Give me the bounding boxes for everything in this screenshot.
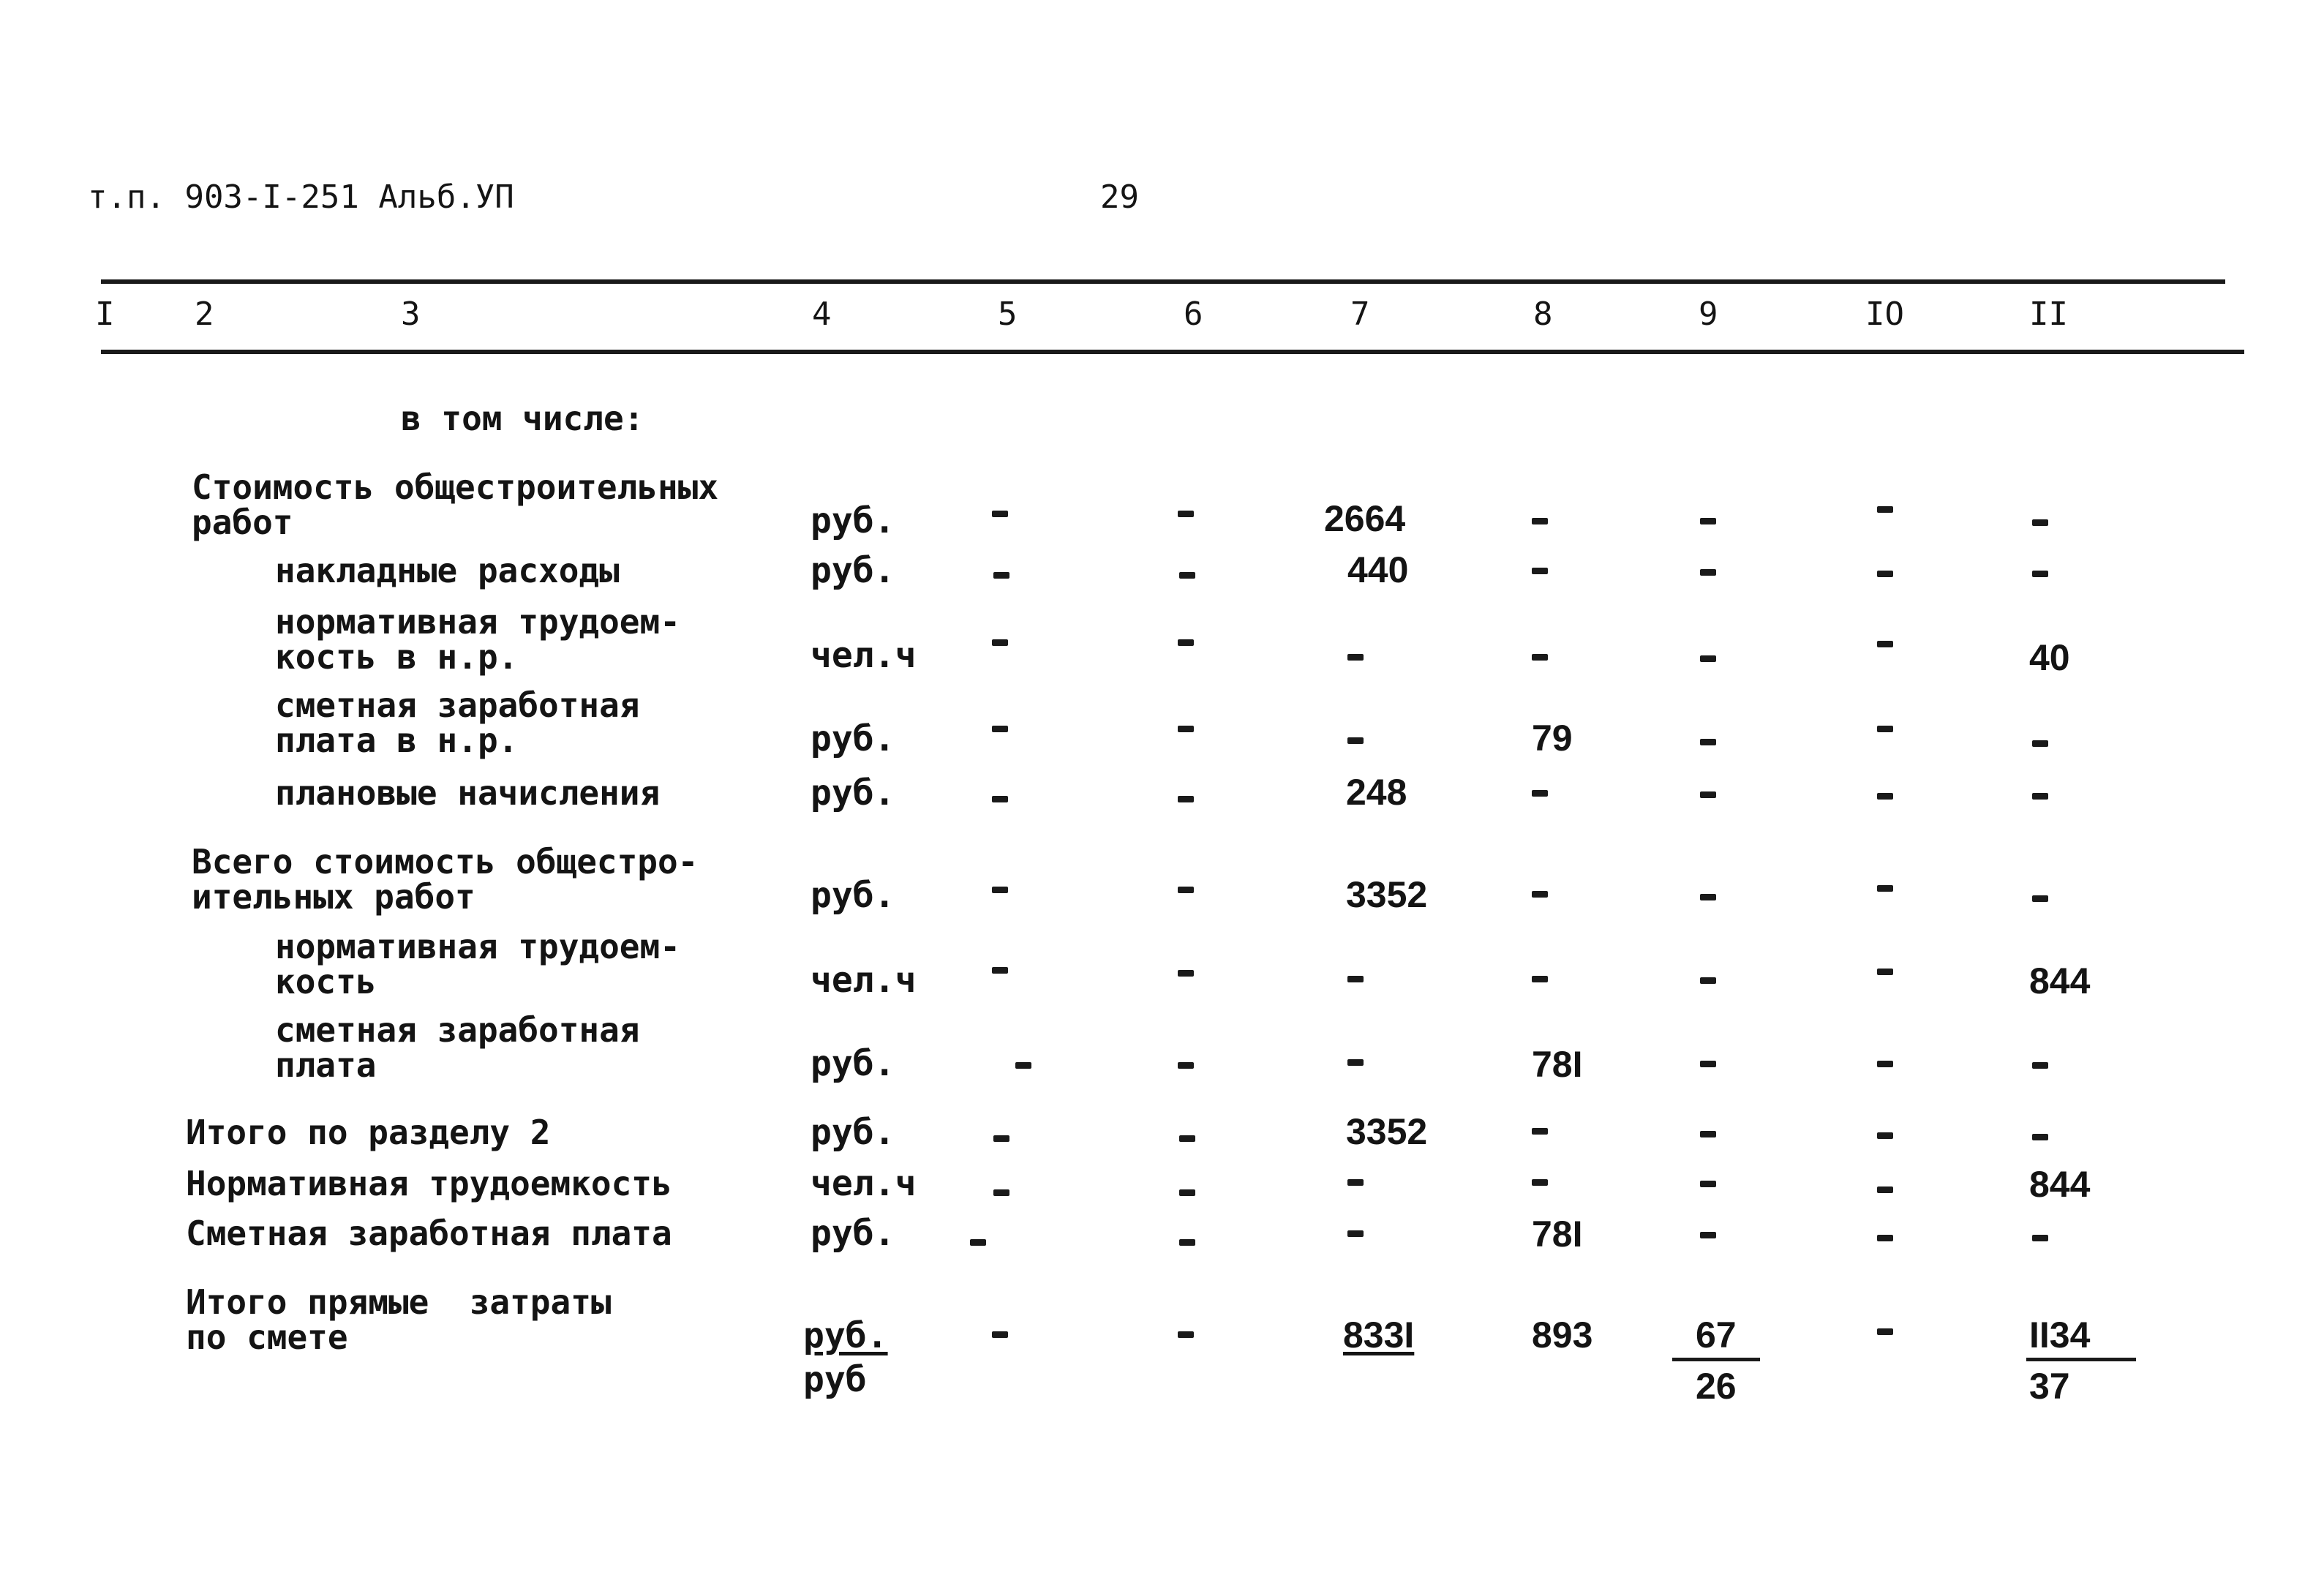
row-unit: чел.ч: [811, 635, 917, 676]
row-label: Стоимость общестроительных работ: [192, 467, 719, 542]
value-c8: 79: [1532, 718, 1573, 759]
dash-c8: [1532, 568, 1548, 574]
subheading: в том числе:: [401, 399, 644, 438]
row-unit: руб.: [811, 875, 895, 916]
value-c11: 844: [2029, 960, 2091, 1001]
value-c7: 3352: [1346, 874, 1428, 915]
dash-c7: [1347, 1230, 1364, 1237]
dash-c6: [1178, 1062, 1194, 1069]
dash-c7: [1347, 1179, 1364, 1186]
row-label: Итого по разделу 2: [186, 1113, 551, 1152]
dash-c8: [1532, 518, 1548, 524]
column-header: II: [2029, 296, 2068, 333]
value-c7: 2664: [1324, 498, 1406, 539]
dash-c8: [1532, 1179, 1548, 1186]
value-c7: 3352: [1346, 1111, 1428, 1152]
table-top-rule: [101, 279, 2225, 284]
column-header: 4: [812, 296, 832, 333]
row-label: сметная заработная плата: [275, 1010, 640, 1085]
dash-c10: [1877, 1186, 1893, 1193]
dash-c9: [1700, 1131, 1716, 1137]
value-c8: 893: [1532, 1315, 1593, 1355]
dash-c11: [2032, 571, 2048, 577]
row-label: Итого прямые затраты по смете: [186, 1282, 612, 1357]
dash-c5: [992, 1331, 1008, 1338]
table-header-rule: [101, 350, 2244, 354]
row-label: сметная заработная плата в н.р.: [275, 685, 640, 760]
dash-c8: [1532, 790, 1548, 797]
row-unit: руб.: [811, 718, 895, 759]
dash-c7: [1347, 976, 1364, 982]
value-c7: 248: [1346, 772, 1407, 813]
row-label: Всего стоимость общестро- ительных работ: [192, 842, 699, 917]
value-c11: 40: [2029, 637, 2070, 678]
row-unit: чел.ч: [811, 1163, 917, 1204]
dash-c11: [2032, 1134, 2048, 1140]
dash-c6: [1178, 511, 1194, 517]
row-unit: руб.: [811, 550, 895, 591]
dash-c6: [1178, 639, 1194, 646]
dash-c9: [1700, 791, 1716, 798]
row-label: нормативная трудоем- кость: [275, 927, 680, 1001]
row-unit: руб.: [811, 1112, 895, 1153]
value-c9: 67: [1696, 1315, 1737, 1355]
dash-c9: [1700, 569, 1716, 576]
value-c7: 833I: [1343, 1315, 1415, 1355]
row-unit: руб.: [811, 500, 895, 541]
row-label: Нормативная трудоемкость: [186, 1164, 672, 1203]
dash-c11: [2032, 895, 2048, 902]
row-label: нормативная трудоем- кость в н.р.: [275, 602, 680, 677]
dash-c10: [1877, 793, 1893, 800]
value-c11: 844: [2029, 1164, 2091, 1205]
dash-c6: [1178, 970, 1194, 977]
dash-c7: [1347, 737, 1364, 744]
column-header: 5: [998, 296, 1018, 333]
dash-c11: [2032, 793, 2048, 800]
column-header: 3: [401, 296, 421, 333]
row-unit: руб.: [811, 1043, 895, 1084]
column-header: 6: [1184, 296, 1203, 333]
fraction-line-c11: [2026, 1358, 2136, 1361]
dash-c9: [1700, 518, 1716, 524]
dash-c6: [1179, 1189, 1195, 1196]
row-unit: руб.: [811, 1213, 895, 1254]
dash-c11: [2032, 1062, 2048, 1069]
dash-c5: [993, 572, 1009, 579]
column-header: 7: [1350, 296, 1370, 333]
dash-c9: [1700, 655, 1716, 662]
dash-c10: [1877, 1235, 1893, 1241]
dash-c7: [1347, 654, 1364, 661]
dash-c10: [1877, 1061, 1893, 1067]
value-c8: 78I: [1532, 1044, 1583, 1085]
dash-c9: [1700, 1061, 1716, 1067]
dash-c6: [1178, 726, 1194, 732]
column-header: 2: [195, 296, 214, 333]
dash-c10: [1877, 726, 1893, 732]
dash-c5: [992, 967, 1008, 974]
dash-c10: [1877, 641, 1893, 647]
dash-c10: [1877, 571, 1893, 577]
dash-c5: [992, 639, 1008, 646]
dash-c6: [1178, 1331, 1194, 1338]
row-unit: руб.: [811, 772, 895, 813]
column-header: IO: [1865, 296, 1904, 333]
row-unit: чел.ч: [811, 960, 917, 1001]
dash-c5: [970, 1239, 986, 1246]
page-number: 29: [1100, 178, 1139, 216]
dash-c11: [2032, 1235, 2048, 1241]
row-label: накладные расходы: [275, 551, 620, 590]
dash-c9: [1700, 977, 1716, 984]
dash-c9: [1700, 894, 1716, 900]
row-label: Сметная заработная плата: [186, 1214, 672, 1253]
dash-c10: [1877, 1132, 1893, 1139]
dash-c6: [1178, 887, 1194, 893]
dash-c10: [1877, 885, 1893, 892]
fraction-line-c9: [1672, 1358, 1760, 1361]
dash-c6: [1179, 1239, 1195, 1246]
dash-c6: [1178, 796, 1194, 802]
dash-c6: [1179, 1135, 1195, 1142]
dash-c10: [1877, 1328, 1893, 1335]
value-c8: 78I: [1532, 1214, 1583, 1255]
column-header: I: [95, 296, 115, 333]
value-c11: II34: [2029, 1315, 2091, 1355]
dash-c11: [2032, 519, 2048, 526]
dash-c10: [1877, 506, 1893, 513]
column-header: 8: [1533, 296, 1553, 333]
dash-c9: [1700, 1181, 1716, 1187]
dash-c6: [1179, 572, 1195, 579]
dash-c9: [1700, 1232, 1716, 1238]
document-reference: т.п. 903-I-251 Альб.УП: [88, 178, 514, 216]
row-unit: руб.: [803, 1315, 888, 1356]
row-unit-secondary: руб: [803, 1359, 867, 1400]
dash-c11: [2032, 740, 2048, 747]
value-c9-secondary: 26: [1696, 1366, 1737, 1407]
dash-c10: [1877, 969, 1893, 975]
dash-c5: [992, 511, 1008, 517]
dash-c5: [993, 1189, 1009, 1196]
value-c7: 440: [1347, 549, 1409, 590]
row-label: плановые начисления: [275, 773, 661, 813]
dash-c9: [1700, 739, 1716, 745]
value-c11-secondary: 37: [2029, 1366, 2070, 1407]
dash-c5: [1015, 1062, 1031, 1069]
dash-c7: [1347, 1059, 1364, 1066]
dash-c8: [1532, 654, 1548, 661]
dash-c5: [992, 726, 1008, 732]
dash-c5: [993, 1135, 1009, 1142]
dash-c8: [1532, 976, 1548, 982]
dash-c5: [992, 887, 1008, 893]
dash-c8: [1532, 1128, 1548, 1135]
column-header: 9: [1699, 296, 1718, 333]
dash-c5: [992, 796, 1008, 802]
dash-c8: [1532, 891, 1548, 898]
